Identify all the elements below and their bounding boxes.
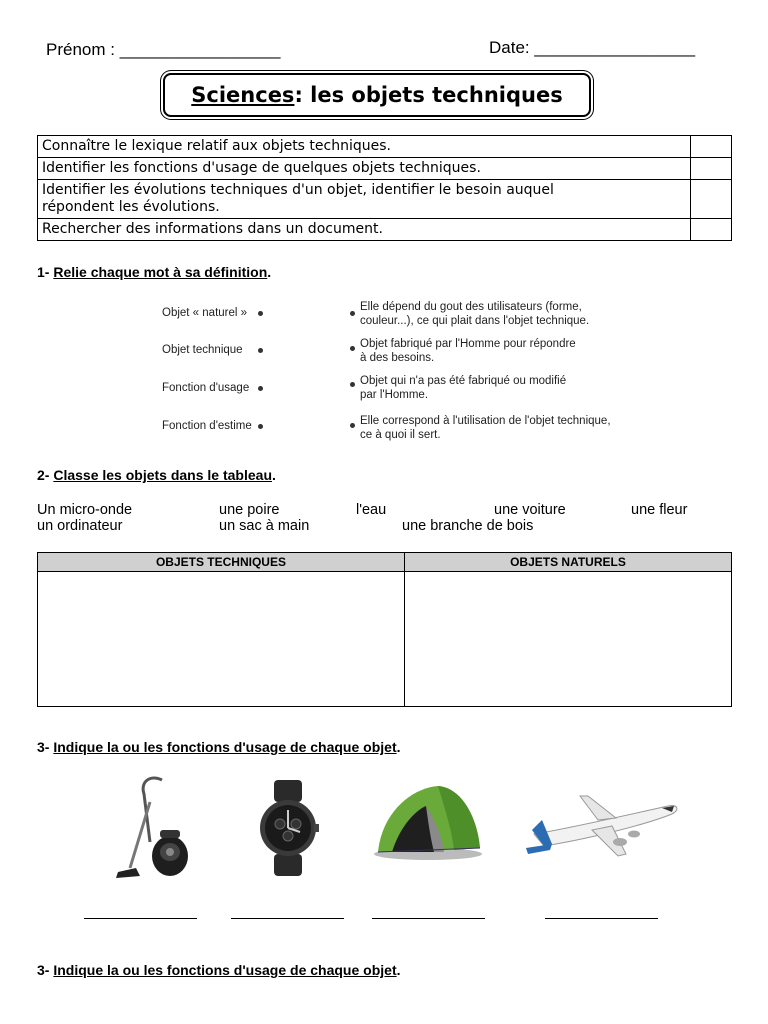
answer-line[interactable]	[545, 918, 658, 919]
object-word: un ordinateur	[37, 518, 123, 534]
question-2: 2- Classe les objets dans le tableau.	[37, 467, 276, 483]
objectives-table	[37, 135, 732, 241]
objective-row	[38, 136, 732, 158]
answer-line[interactable]	[84, 918, 197, 919]
question-number: 3-	[37, 962, 50, 978]
question-text: Relie chaque mot à sa définition	[53, 264, 268, 280]
term-dot[interactable]	[258, 386, 263, 391]
term-dot[interactable]	[258, 424, 263, 429]
term-fonction-usage: Fonction d'usage	[162, 382, 250, 394]
question-3-repeat: 3- Indique la ou les fonctions d'usage de chaque objet.	[37, 962, 401, 978]
page-title	[163, 73, 591, 117]
header-objets-naturels: OBJETS NATURELS	[404, 553, 731, 572]
object-word: une poire	[219, 502, 280, 518]
question-number: 3-	[37, 739, 50, 755]
question-number: 2-	[37, 467, 50, 483]
term-dot[interactable]	[258, 311, 263, 316]
definition-line: par l'Homme.	[360, 389, 429, 401]
cell-objets-naturels[interactable]	[404, 572, 731, 707]
definition-dot[interactable]	[350, 346, 355, 351]
definition-line: couleur...), ce qui plait dans l'objet technique.	[360, 315, 590, 327]
definition-2	[360, 337, 576, 365]
object-word: une fleur	[631, 502, 688, 518]
question-text: Indique la ou les fonctions d'usage de chaque objet	[53, 962, 397, 978]
object-word: une voiture	[494, 502, 566, 518]
term-objet-technique: Objet technique	[162, 344, 243, 356]
definition-line: Elle dépend du gout des utilisateurs (forme,	[360, 301, 582, 313]
objective-row	[38, 180, 732, 219]
classification-table	[37, 552, 732, 707]
objective-text: Identifier les fonctions d'usage de quelques objets techniques.	[38, 158, 691, 180]
question-text: Indique la ou les fonctions d'usage de chaque objet	[53, 739, 397, 755]
vacuum-cleaner-icon	[110, 772, 190, 880]
answer-line[interactable]	[231, 918, 344, 919]
title-subject: Sciences	[191, 83, 295, 107]
term-dot[interactable]	[258, 348, 263, 353]
header-objets-techniques: OBJETS TECHNIQUES	[38, 553, 405, 572]
term-fonction-estime: Fonction d'estime	[162, 420, 252, 432]
definition-line: Objet qui n'a pas été fabriqué ou modifié	[360, 375, 567, 387]
title-rest: : les objets techniques	[294, 83, 563, 107]
definition-line: à des besoins.	[360, 352, 435, 364]
definition-4	[360, 414, 611, 442]
definition-line: Elle correspond à l'utilisation de l'objet technique,	[360, 415, 611, 427]
definition-dot[interactable]	[350, 311, 355, 316]
question-number: 1-	[37, 264, 50, 280]
objective-row	[38, 158, 732, 180]
watch-icon	[256, 780, 320, 876]
objective-row	[38, 219, 732, 241]
definition-dot[interactable]	[350, 423, 355, 428]
objective-text: Identifier les évolutions techniques d'un objet, identifier le besoin auquel répondent les évolutions.	[38, 180, 691, 219]
objective-checkbox[interactable]	[691, 136, 732, 158]
question-3: 3- Indique la ou les fonctions d'usage de chaque objet.	[37, 739, 401, 755]
definition-line: ce à quoi il sert.	[360, 429, 441, 441]
object-word: un sac à main	[219, 518, 310, 534]
answer-line[interactable]	[372, 918, 485, 919]
definition-line: Objet fabriqué par l'Homme pour répondre	[360, 338, 576, 350]
date-field[interactable]: Date: _________________	[489, 38, 696, 57]
objective-checkbox[interactable]	[691, 180, 732, 219]
object-word: Un micro-onde	[37, 502, 133, 518]
definition-dot[interactable]	[350, 382, 355, 387]
objective-checkbox[interactable]	[691, 158, 732, 180]
question-1: 1- Relie chaque mot à sa définition.	[37, 264, 272, 280]
definition-3	[360, 374, 566, 402]
object-word: une branche de bois	[402, 518, 534, 534]
definition-1	[360, 300, 589, 328]
objective-checkbox[interactable]	[691, 219, 732, 241]
objective-text: Rechercher des informations dans un document.	[38, 219, 691, 241]
object-word: l'eau	[356, 502, 387, 518]
prenom-field[interactable]: Prénom : _________________	[46, 40, 281, 59]
tent-icon	[372, 782, 484, 862]
question-text: Classe les objets dans le tableau	[53, 467, 272, 483]
airplane-icon	[522, 790, 682, 862]
cell-objets-techniques[interactable]	[38, 572, 405, 707]
objective-text: Connaître le lexique relatif aux objets techniques.	[38, 136, 691, 158]
term-objet-naturel: Objet « naturel »	[162, 307, 248, 319]
